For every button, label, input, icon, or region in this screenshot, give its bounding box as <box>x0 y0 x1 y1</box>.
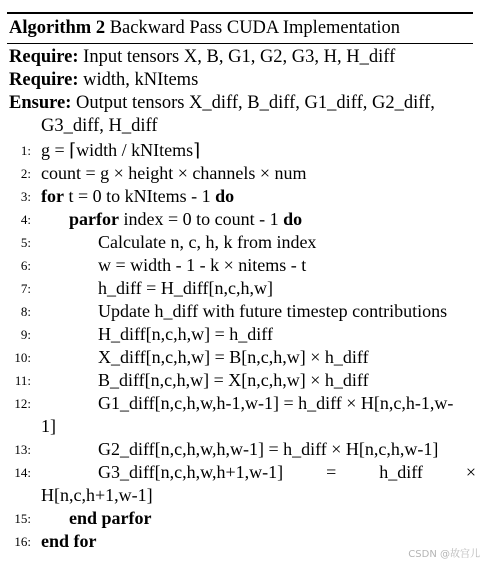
code-line-8 <box>7 300 473 323</box>
code-line-2 <box>7 162 473 185</box>
code-line-13 <box>7 438 473 461</box>
line-number: 15: <box>14 511 31 526</box>
line-number: 1: <box>20 143 31 158</box>
for-keyword: for <box>41 186 64 206</box>
require-params-text: width, kNItems <box>83 70 199 90</box>
line-text: G2_diff[n,c,h,w,h,w-1] = h_diff × H[n,c,h,w-1] <box>98 439 439 459</box>
ensure-outputs <box>7 92 473 115</box>
line-number: 13: <box>14 442 31 457</box>
algorithm-block <box>7 12 476 553</box>
line-text: B_diff[n,c,h,w] = X[n,c,h,w] × h_diff <box>98 370 369 390</box>
line-number: 3: <box>20 189 31 204</box>
do-keyword: do <box>283 209 303 229</box>
ensure-outputs-text: Output tensors X_diff, B_diff, G1_diff, G2_diff, <box>76 93 435 113</box>
code-line-12 <box>7 392 473 415</box>
code-line-15 <box>7 507 473 530</box>
code-line-14-continued: H[n,c,h+1,w-1] <box>41 485 153 505</box>
line-number: 5: <box>20 235 31 250</box>
algorithm-caption <box>7 14 473 43</box>
code-line-16 <box>7 530 473 553</box>
line-text: h_diff = H_diff[n,c,h,w] <box>98 278 273 298</box>
code-line-1 <box>7 139 473 162</box>
line-text: w = width - 1 - k × nitems - t <box>98 255 307 275</box>
line-text: t = 0 to kNItems - 1 <box>63 186 216 206</box>
line-text-part: = <box>326 462 337 482</box>
do-keyword: do <box>215 186 235 206</box>
ensure-keyword: Ensure: <box>9 93 72 113</box>
algorithm-label: Algorithm 2 <box>9 18 106 38</box>
end-parfor-keyword: end parfor <box>69 508 152 528</box>
code-line-9 <box>7 323 473 346</box>
ensure-outputs-continued: G3_diff, H_diff <box>41 116 158 136</box>
line-text: X_diff[n,c,h,w] = B[n,c,h,w] × h_diff <box>98 347 369 367</box>
line-text-part: h_diff <box>379 462 423 482</box>
code-line-14 <box>7 461 476 484</box>
end-for-keyword: end for <box>41 531 97 551</box>
line-text-part: G3_diff[n,c,h,w,h+1,w-1] <box>98 462 284 482</box>
line-number: 9: <box>20 327 31 342</box>
code-line-12-continued: 1] <box>41 416 56 436</box>
line-number: 4: <box>20 212 31 227</box>
require-params <box>7 69 473 92</box>
line-text-part: × <box>465 462 476 482</box>
line-text: H_diff[n,c,h,w] = h_diff <box>98 324 273 344</box>
line-text: Update h_diff with future timestep contributions <box>98 301 448 321</box>
line-text: Calculate n, c, h, k from index <box>98 232 317 252</box>
line-number: 11: <box>14 373 31 388</box>
watermark: CSDN @故宫儿 <box>408 549 480 560</box>
line-text: g = ⌈width / kNItems⌉ <box>41 140 201 160</box>
code-line-7 <box>7 277 473 300</box>
code-line-6 <box>7 254 473 277</box>
line-number: 2: <box>20 166 31 181</box>
code-line-3 <box>7 185 473 208</box>
require-keyword: Require: <box>9 47 79 67</box>
line-text: count = g × height × channels × num <box>41 163 307 183</box>
require-keyword: Require: <box>9 70 79 90</box>
line-number: 16: <box>14 534 31 549</box>
line-text: G1_diff[n,c,h,w,h-1,w-1] = h_diff × H[n,c,h-1,w- <box>98 393 454 413</box>
algorithm-title: Backward Pass CUDA Implementation <box>109 18 401 38</box>
code-line-4 <box>7 208 473 231</box>
line-number: 10: <box>14 350 31 365</box>
line-number: 12: <box>14 396 31 411</box>
code-line-10 <box>7 346 473 369</box>
require-inputs <box>7 46 473 69</box>
line-number: 14: <box>14 465 31 480</box>
line-number: 6: <box>20 258 31 273</box>
require-inputs-text: Input tensors X, B, G1, G2, G3, H, H_diff <box>83 47 396 67</box>
line-number: 7: <box>20 281 31 296</box>
code-line-5 <box>7 231 473 254</box>
code-line-11 <box>7 369 473 392</box>
line-number: 8: <box>20 304 31 319</box>
parfor-keyword: parfor <box>69 209 119 229</box>
line-text: index = 0 to count - 1 <box>118 209 284 229</box>
